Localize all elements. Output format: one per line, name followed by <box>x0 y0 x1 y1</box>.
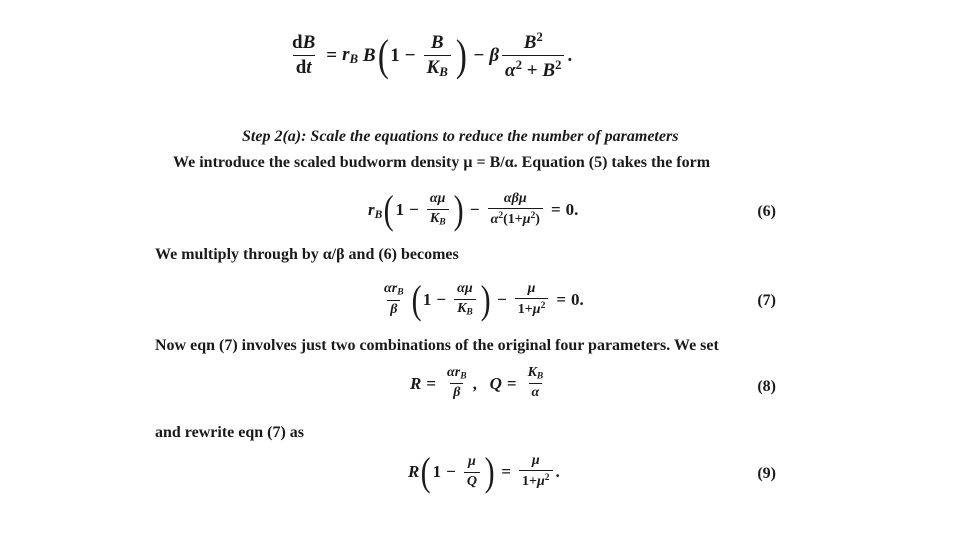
equation-number-6: (6) <box>757 203 776 220</box>
equation-9: R ( 1 − $\frac{\mu}{Q}$ ) = $\frac{\mu}{1+\mu^2}$ . <box>408 449 560 494</box>
equation-budworm-dynamics: $\frac{dB}{dt}$ = $r_B$ B ( 1 − $\frac{B}{K_B}$ ) − β $\frac{B^2}{\alpha^2 + B^2}$ . <box>292 29 573 82</box>
equation-8: R = $\frac{\alpha r_B}{\beta}$ , Q = $\frac{K_B}{\alpha}$ <box>410 365 544 401</box>
equation-number-8: (8) <box>757 378 776 395</box>
step-heading: Step 2(a): Scale the equations to reduce the number of parameters <box>242 128 679 145</box>
equation-number-9: (9) <box>757 465 776 482</box>
equation-6: $r_B$ ( 1 − $\frac{\alpha\mu}{K_B}$ ) − $\frac{\text{αβμ}}{\alpha^2(1+\mu^2)}$ = 0. <box>368 187 579 232</box>
equation-7: $\frac{\alpha r_B}{\beta}$ ( 1 − $\frac{\alpha\mu}{K_B}$ ) − $\frac{\mu}{1+\mu^2}$ = 0. <box>384 277 584 322</box>
paragraph-multiply: We multiply through by α/β and (6) becomes <box>155 246 459 263</box>
paragraph-rewrite: and rewrite eqn (7) as <box>155 424 305 441</box>
paragraph-intro: We introduce the scaled budworm density μ = B/α. Equation (5) takes the form <box>173 154 711 171</box>
equation-number-7: (7) <box>757 292 776 309</box>
paragraph-now: Now eqn (7) involves just two combinations of the original four parameters. We set <box>155 337 719 354</box>
